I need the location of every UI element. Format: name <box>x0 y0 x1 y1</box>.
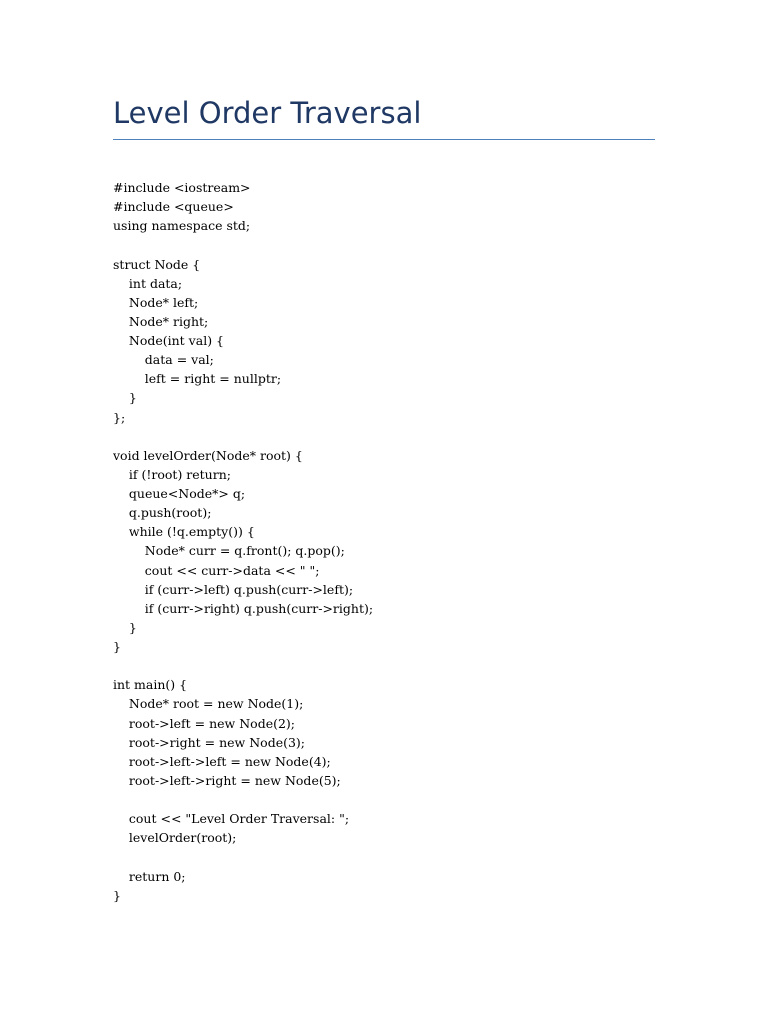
code-line: queue<Node*> q; <box>113 486 246 501</box>
code-line: if (curr->right) q.push(curr->right); <box>113 600 374 616</box>
code-line: if (!root) return; <box>113 466 231 482</box>
code-line: Node* root = new Node(1); <box>113 696 304 712</box>
code-line: }; <box>113 409 126 425</box>
code-line: } <box>113 639 121 654</box>
code-line: root->left->left = new Node(4); <box>113 753 331 769</box>
code-line: q.push(root); <box>113 505 212 521</box>
code-line: Node* curr = q.front(); q.pop(); <box>113 543 345 559</box>
code-line: root->right = new Node(3); <box>113 734 306 750</box>
code-line: while (!q.empty()) { <box>113 524 255 540</box>
code-line: root->left->right = new Node(5); <box>113 772 341 788</box>
code-line: left = right = nullptr; <box>113 371 282 387</box>
code-line: void levelOrder(Node* root) { <box>113 447 303 463</box>
code-line: using namespace std; <box>113 218 251 234</box>
code-line: return 0; <box>113 868 186 884</box>
code-line: Node* left; <box>113 294 199 310</box>
code-line: } <box>113 390 137 406</box>
code-line: cout << "Level Order Traversal: "; <box>113 811 350 827</box>
code-line: int data; <box>113 275 183 291</box>
code-line <box>113 235 673 254</box>
code-line <box>113 790 673 809</box>
code-line: } <box>113 619 137 635</box>
code-line: #include <queue> <box>113 199 234 215</box>
code-line: int main() { <box>113 677 188 693</box>
code-block <box>113 178 673 905</box>
code-line: #include <iostream> <box>113 180 251 195</box>
code-line: struct Node { <box>113 256 201 272</box>
code-line: } <box>113 887 121 903</box>
code-line <box>113 847 673 866</box>
code-line <box>113 656 673 675</box>
title-underline-rule <box>113 139 655 140</box>
code-line: cout << curr->data << " "; <box>113 562 320 578</box>
code-line <box>113 427 673 446</box>
document-title: Level Order Traversal <box>113 96 422 130</box>
code-line: levelOrder(root); <box>113 830 237 846</box>
code-line: if (curr->left) q.push(curr->left); <box>113 581 354 597</box>
code-line: Node(int val) { <box>113 333 224 348</box>
code-line: Node* right; <box>113 313 209 329</box>
code-line: root->left = new Node(2); <box>113 715 296 731</box>
code-line: data = val; <box>113 352 214 368</box>
